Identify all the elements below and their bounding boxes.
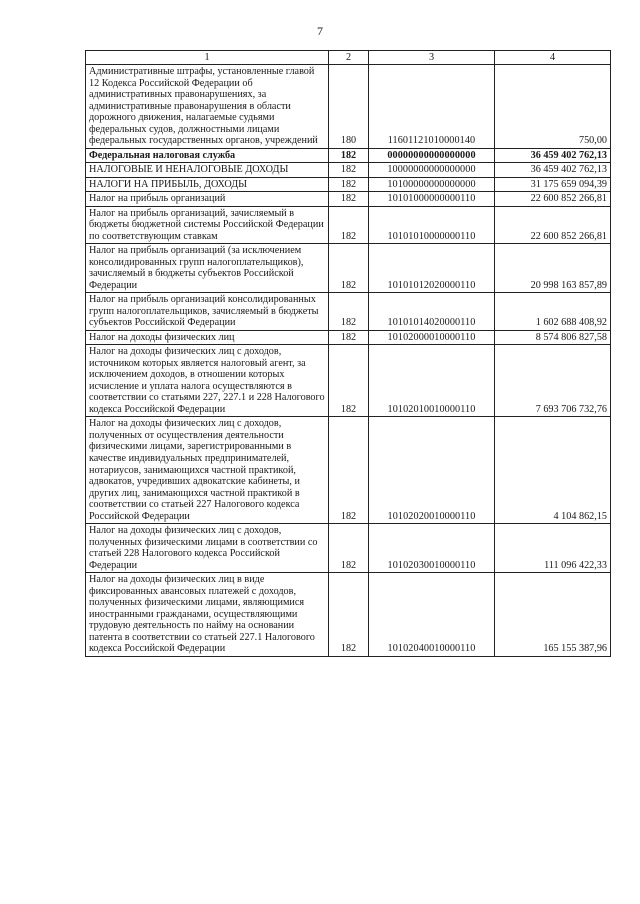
row-budget-code: 00000000000000000 (369, 148, 495, 163)
row-budget-code: 10101014020000110 (369, 293, 495, 331)
row-budget-code: 10000000000000000 (369, 163, 495, 178)
table-row (86, 330, 611, 345)
row-name: Налог на доходы физических лиц с доходов, источником которых является налоговый агент, за исключением доходов, в отношении которых исчисление и уплата налога осуществляются в соответствии со статьями 227, 227.1 и 228 Налогового кодекса Российской Федерации (86, 345, 329, 417)
row-amount: 111 096 422,33 (495, 524, 611, 573)
row-chapter-code: 182 (329, 417, 369, 524)
row-budget-code: 10100000000000000 (369, 177, 495, 192)
row-amount: 4 104 862,15 (495, 417, 611, 524)
row-chapter-code: 182 (329, 524, 369, 573)
table-row (86, 192, 611, 207)
row-budget-code: 10102020010000110 (369, 417, 495, 524)
row-name: Административные штрафы, установленные главой 12 Кодекса Российской Федерации об административных правонарушениях, за административные правонарушения в области дорожного движения, налагаемые судьями федеральных судов, должностными лицами федеральных государственных органов, учреждений (86, 65, 329, 149)
row-name: НАЛОГИ НА ПРИБЫЛЬ, ДОХОДЫ (86, 177, 329, 192)
table-row (86, 293, 611, 331)
row-name: Налог на доходы физических лиц с доходов, полученных от осуществления деятельности физическими лицами, зарегистрированными в качестве индивидуальных предпринимателей, нотариусов, занимающихся частной практикой, адвокатов, учредивших адвокатские кабинеты, и других лиц, занимающихся частной практикой в соответствии со статьей 227 Налогового кодекса Российской Федерации (86, 417, 329, 524)
table-row (86, 573, 611, 657)
row-budget-code: 10101010000000110 (369, 206, 495, 244)
table-body (86, 65, 611, 657)
row-budget-code: 10102040010000110 (369, 573, 495, 657)
table-row (86, 148, 611, 163)
row-chapter-code: 182 (329, 192, 369, 207)
table-row (86, 244, 611, 293)
table-row (86, 206, 611, 244)
table-header-row (86, 51, 611, 65)
row-chapter-code: 180 (329, 65, 369, 149)
row-chapter-code: 182 (329, 206, 369, 244)
row-name: Налог на доходы физических лиц (86, 330, 329, 345)
row-budget-code: 10102010010000110 (369, 345, 495, 417)
table-row (86, 177, 611, 192)
row-amount: 8 574 806 827,58 (495, 330, 611, 345)
page-number: 7 (317, 24, 323, 38)
row-name: Федеральная налоговая служба (86, 148, 329, 163)
row-chapter-code: 182 (329, 163, 369, 178)
header-col-4: 4 (495, 51, 611, 65)
header-col-3: 3 (369, 51, 495, 65)
row-name: Налог на прибыль организаций (86, 192, 329, 207)
row-amount: 7 693 706 732,76 (495, 345, 611, 417)
table-row (86, 417, 611, 524)
row-chapter-code: 182 (329, 345, 369, 417)
header-col-1: 1 (86, 51, 329, 65)
row-budget-code: 10101012020000110 (369, 244, 495, 293)
row-chapter-code: 182 (329, 177, 369, 192)
table-row (86, 163, 611, 178)
row-amount: 36 459 402 762,13 (495, 148, 611, 163)
row-amount: 31 175 659 094,39 (495, 177, 611, 192)
row-amount: 22 600 852 266,81 (495, 206, 611, 244)
row-name: Налог на доходы физических лиц в виде фиксированных авансовых платежей с доходов, полученных физическими лицами, являющимися иностранными гражданами, осуществляющими трудовую деятельность по найму на основании патента в соответствии со статьей 227.1 Налогового кодекса Российской Федерации (86, 573, 329, 657)
revenue-table (85, 50, 611, 657)
row-name: НАЛОГОВЫЕ И НЕНАЛОГОВЫЕ ДОХОДЫ (86, 163, 329, 178)
table-row (86, 524, 611, 573)
row-chapter-code: 182 (329, 148, 369, 163)
row-chapter-code: 182 (329, 573, 369, 657)
table-row (86, 345, 611, 417)
header-col-2: 2 (329, 51, 369, 65)
row-amount: 750,00 (495, 65, 611, 149)
row-budget-code: 11601121010000140 (369, 65, 495, 149)
row-budget-code: 10102000010000110 (369, 330, 495, 345)
row-budget-code: 10101000000000110 (369, 192, 495, 207)
row-name: Налог на прибыль организаций (за исключением консолидированных групп налогоплательщиков), зачисляемый в бюджеты субъектов Российской Федерации (86, 244, 329, 293)
row-chapter-code: 182 (329, 330, 369, 345)
row-name: Налог на доходы физических лиц с доходов, полученных физическими лицами в соответствии со статьей 228 Налогового кодекса Российской Федерации (86, 524, 329, 573)
table-row (86, 65, 611, 149)
row-amount: 36 459 402 762,13 (495, 163, 611, 178)
row-amount: 1 602 688 408,92 (495, 293, 611, 331)
row-amount: 165 155 387,96 (495, 573, 611, 657)
row-name: Налог на прибыль организаций консолидированных групп налогоплательщиков, зачисляемый в бюджеты субъектов Российской Федерации (86, 293, 329, 331)
row-chapter-code: 182 (329, 244, 369, 293)
row-name: Налог на прибыль организаций, зачисляемый в бюджеты бюджетной системы Российской Федерации по соответствующим ставкам (86, 206, 329, 244)
row-chapter-code: 182 (329, 293, 369, 331)
row-budget-code: 10102030010000110 (369, 524, 495, 573)
row-amount: 22 600 852 266,81 (495, 192, 611, 207)
row-amount: 20 998 163 857,89 (495, 244, 611, 293)
